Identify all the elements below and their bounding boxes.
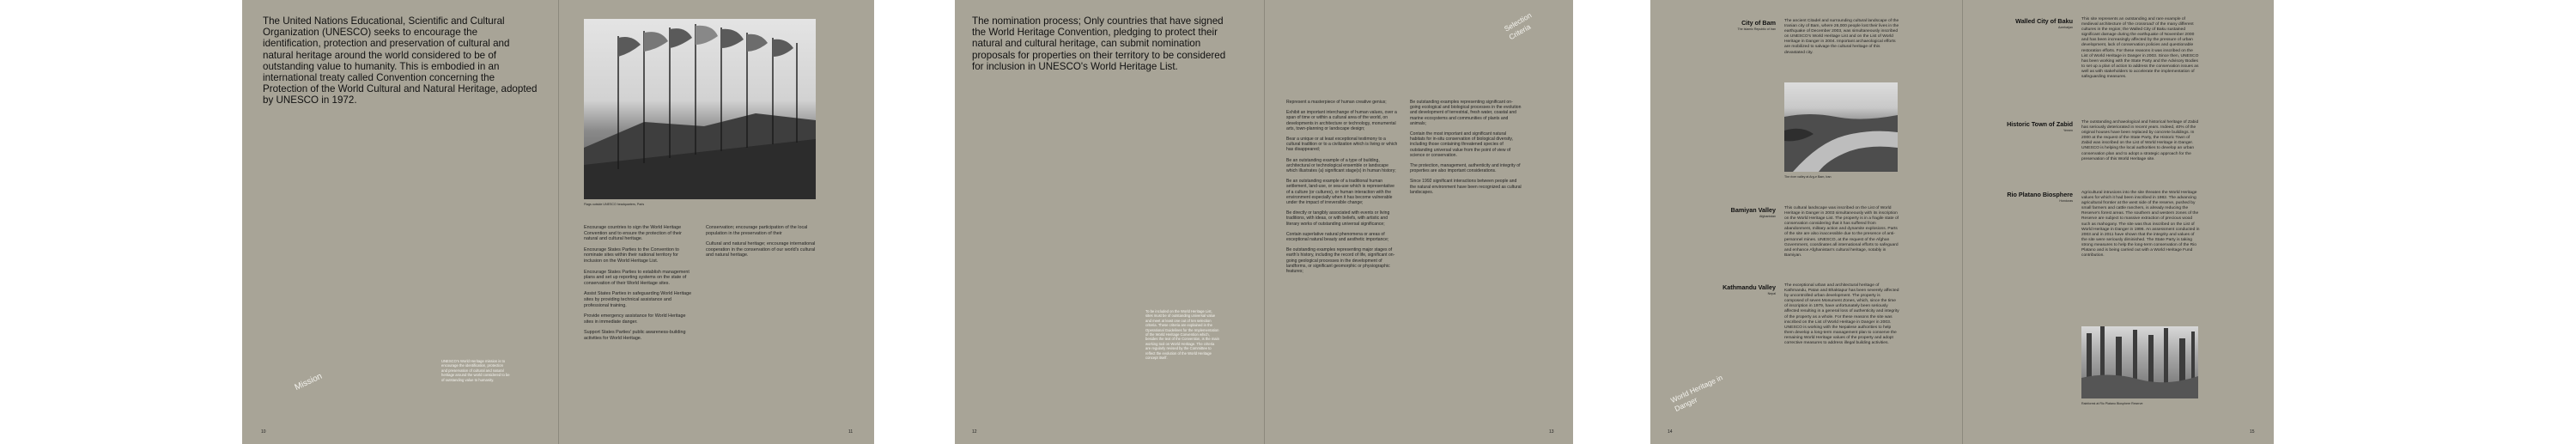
site-name: City of Bam [1741, 19, 1776, 27]
section-title: World Heritage in Danger [1669, 373, 1724, 413]
criterion: Contain superlative natural phenomena or areas of exceptional natural beauty and aesthetic importance; [1286, 231, 1389, 243]
rainforest-photo [2081, 326, 2198, 398]
criterion: The protection, management, authenticity and integrity of properties are also important considerations. [1410, 163, 1521, 174]
site-country: The Islamic Republic of Iran [1737, 27, 1776, 31]
unesco-flags-photo [584, 19, 816, 199]
river-illustration [1784, 82, 1898, 172]
spread-in-danger [1650, 0, 2274, 444]
mission-column-2 [706, 225, 816, 264]
intro-paragraph: The nomination process; Only countries that have signed the World Heritage Convention, pledging to protect their natural and cultural heritage, can submit nomination proposals for properties on their territory to be considered for inclusion in UNESCO's World Heritage List. [972, 15, 1226, 72]
intro-paragraph: The United Nations Educational, Scientific and Cultural Organization (UNESCO) seeks to encourage the identification, protection and preservation of cultural and natural heritage around the world considered to be of outstanding value to humanity. This is embodied in an international treaty called Convention concerning the Protection of the World Cultural and Natural Heritage, adopted by UNESCO in 1972. [263, 15, 538, 106]
page-number-left: 12 [972, 429, 977, 435]
site-country: Nepal [1767, 292, 1776, 295]
criterion: Exhibit an important interchange of human values, over a span of time or within a cultural area of the world, on developments in architecture or technology, monumental arts, town-planning or landscape design; [1286, 110, 1397, 131]
criterion: Be an outstanding example of a traditional human settlement, land-use, or sea-use which is representative of a culture (or cultures), or human interaction with the environment especially when it has become vulnerable under the impact of irreversible change; [1286, 179, 1394, 206]
criterion: Bear a unique or at least exceptional testimony to a cultural tradition or to a civilization which is living or which has disappeared; [1286, 137, 1398, 153]
criteria-sidebar-text: To be included on the World Heritage List, sites must be of outstanding universal value and meet at least one out of ten selection criteria. These criteria are explained in the Operational Guidelines for the Implementation of the World Heritage Convention which, besides the text of the Convention, is the main working tool on World Heritage. The criteria are regularly revised by the Committee to reflect the evolution of the World Heritage concept itself. [1145, 309, 1219, 361]
criterion: Since 1992 significant interactions between people and the natural environment have been recognized as cultural landscapes. [1410, 179, 1522, 195]
criterion: Be outstanding examples representing major stages of earth's history, including the record of life, significant on-going geological processes in the development of landforms, or significant geomorphic or physiographic features; [1286, 247, 1395, 275]
site-country: Azerbaijan [2058, 26, 2073, 29]
page-number-right: 15 [2250, 429, 2255, 435]
criterion: Be directly or tangibly associated with events or living traditions, with ideas, or with beliefs, with artistic and literary works of outstanding universal significance; [1286, 210, 1390, 227]
corner-title: Selection Criteria [1503, 10, 1534, 41]
mission-item: Conservation; encourage participation of the local population in the preservation of their [706, 225, 808, 236]
criteria-column-2 [1410, 100, 1522, 200]
photo-caption: Rainforest at Rio Platano Biosphere Reserve [2081, 402, 2143, 405]
site-name: Bamiyan Valley [1730, 206, 1776, 214]
criteria-column-1 [1286, 100, 1398, 279]
mission-sidebar-text: UNESCO's World Heritage mission is to encourage the identification, protection and preservation of cultural and natural heritage around the world considered to be of outstanding value to humanity. [441, 359, 510, 382]
page-number-left: 14 [1668, 429, 1673, 435]
mission-item: Encourage States Parties to the Convention to nominate sites within their national territory for inclusion on the World Heritage List. [584, 246, 679, 264]
site-country: Yemen [2063, 129, 2073, 132]
page-fold [558, 0, 559, 444]
spread-mission [242, 0, 874, 444]
site-name: Walled City of Baku [2015, 17, 2073, 25]
page-fold [1264, 0, 1265, 444]
spread-nomination [955, 0, 1573, 444]
site-description: Agricultural intrusions into the site threaten the World Heritage values for which it had been inscribed in 1982. The advancing agricultural frontier at the west side of the reserve, pushed by small farmers and cattle ranchers, is already reducing the Reserve's forest areas. The southern and western zones of the Reserve are subject to massive extraction of precious wood such as mahogany. The site was thus inscribed on the List of World Heritage in Danger in 1996. An assessment conducted in 2003 and in 2011 have shown that the integrity and values of the site were seriously diminished. The State Party is taking strong measures to help the long-term conservation of the Rio Platano and is being carried out with a World Heritage Fund contribution. [2081, 191, 2200, 258]
mission-item: Provide emergency assistance for World Heritage sites in immediate danger. [584, 313, 686, 325]
flags-illustration [584, 19, 816, 199]
site-name: Historic Town of Zabid [2007, 120, 2073, 128]
photo-caption: The river valley at Arg-e Bam, Iran [1784, 175, 1832, 179]
page-number-left: 10 [261, 429, 266, 435]
mission-item: Assist States Parties in safeguarding World Heritage sites by providing technical assistance and professional training. [584, 291, 692, 308]
site-country: Honduras [2059, 199, 2073, 203]
criterion: Be outstanding examples representing significant on-going ecological and biological processes in the evolution and development of terrestrial, fresh water, coastal and marine ecosystems and communities of plants and animals; [1410, 100, 1522, 126]
mission-item: Support States Parties' public awareness-building activities for World Heritage. [584, 330, 686, 341]
site-description: The outstanding archaeological and historical heritage of Zabid has seriously deteriorated in recent years. Indeed, 40% of the original houses have been replaced by concrete buildings. In 2000 at the request of the State Party, the Historic Town of Zabid was inscribed on the List of World Heritage in Danger. UNESCO is helping the local authorities to develop an urban conservation plan and to adopt a strategic approach for the preservation of this World Heritage site. [2081, 120, 2199, 161]
site-name: Rio Platano Biosphere [2007, 191, 2073, 198]
bam-valley-photo [1784, 82, 1898, 172]
criterion: Be an outstanding example of a type of building, architectural or technological ensemble or landscape which illustrates (a) significant stage(s) in human history; [1286, 157, 1396, 174]
photo-caption: Flags outside UNESCO headquarters, Paris [584, 203, 645, 206]
trees-illustration [2081, 326, 2198, 398]
site-description: The ancient Citadel and surrounding cultural landscape of the Iranian city of Bam, where 26,000 people lost their lives in the earthquake of December 2003, was simultaneously inscribed on UNESCO's World Heritage List and on the List of World Heritage in Danger in 2004. Important archaeological efforts are mobilized to salvage the cultural heritage of this devastated city. [1784, 19, 1899, 55]
mission-column-1 [584, 225, 694, 347]
page-number-right: 11 [848, 429, 854, 435]
site-description: This site represents an outstanding and rare example of medieval architecture of 'the crossroad' of the many different cultures in the region; the Walled City of Baku sustained significant damage during the earthquake of November 2000 and has been increasingly affected by the pressure of urban development, lack of conservation policies and questionable restoration efforts. For these reasons it was inscribed on the List of World Heritage in Danger in 2003. Since then, UNESCO has been working with the State Party and the Advisory Bodies to set up a plan of action to address the conservation issues as well as with stakeholders to accelerate the implementation of safeguarding measures. [2081, 17, 2199, 80]
site-description: The exceptional urban and architectural heritage of Kathmandu, Patan and Bhaktapur has been severely affected by uncontrolled urban development. The property is composed of seven Monument Zones, which, since the time of inscription in 1979, have unfortunately been seriously affected resulting in a general loss of authenticity and integrity of the property as a whole. For these reasons the site was inscribed on the List of World Heritage in Danger in 2003. UNESCO is working with the Nepalese authorities to help them develop a long-term management plan to conserve the remaining World Heritage values of the property and adopt corrective measures to address illegal building activities. [1784, 283, 1899, 346]
criterion: Represent a masterpiece of human creative genius; [1286, 100, 1387, 105]
site-description: This cultural landscape was inscribed on the List of World Heritage in Danger in 2003 simultaneously with its inscription on the World Heritage List. The property is in a fragile state of conservation considering that it has suffered from abandonment, military action and dynamite explosions. Parts of the site are also inaccessible due to the presence of anti-personnel mines. UNESCO, at the request of the Afghan Government, coordinates all international efforts to safeguard and enhance Afghanistan's cultural heritage, notably in Bamiyan. [1784, 206, 1899, 258]
mission-item: Encourage countries to sign the World Heritage Convention and to ensure the protection of their natural and cultural heritage. [584, 225, 682, 242]
site-country: Afghanistan [1759, 215, 1776, 218]
site-name: Kathmandu Valley [1722, 283, 1776, 291]
mission-item: Cultural and natural heritage; encourage international cooperation in the conservation of our world's cultural and natural heritage. [706, 241, 816, 258]
page-fold [1962, 0, 1963, 444]
section-title: Mission [293, 371, 324, 393]
page-number-right: 13 [1549, 429, 1554, 435]
mission-item: Encourage States Parties to establish management plans and set up reporting systems on the state of conservation of their World Heritage sites. [584, 269, 690, 286]
criterion: Contain the most important and significant natural habitats for in-situ conservation of biological diversity, including those containing threatened species of outstanding universal value from the point of view of science or conservation. [1410, 131, 1513, 158]
